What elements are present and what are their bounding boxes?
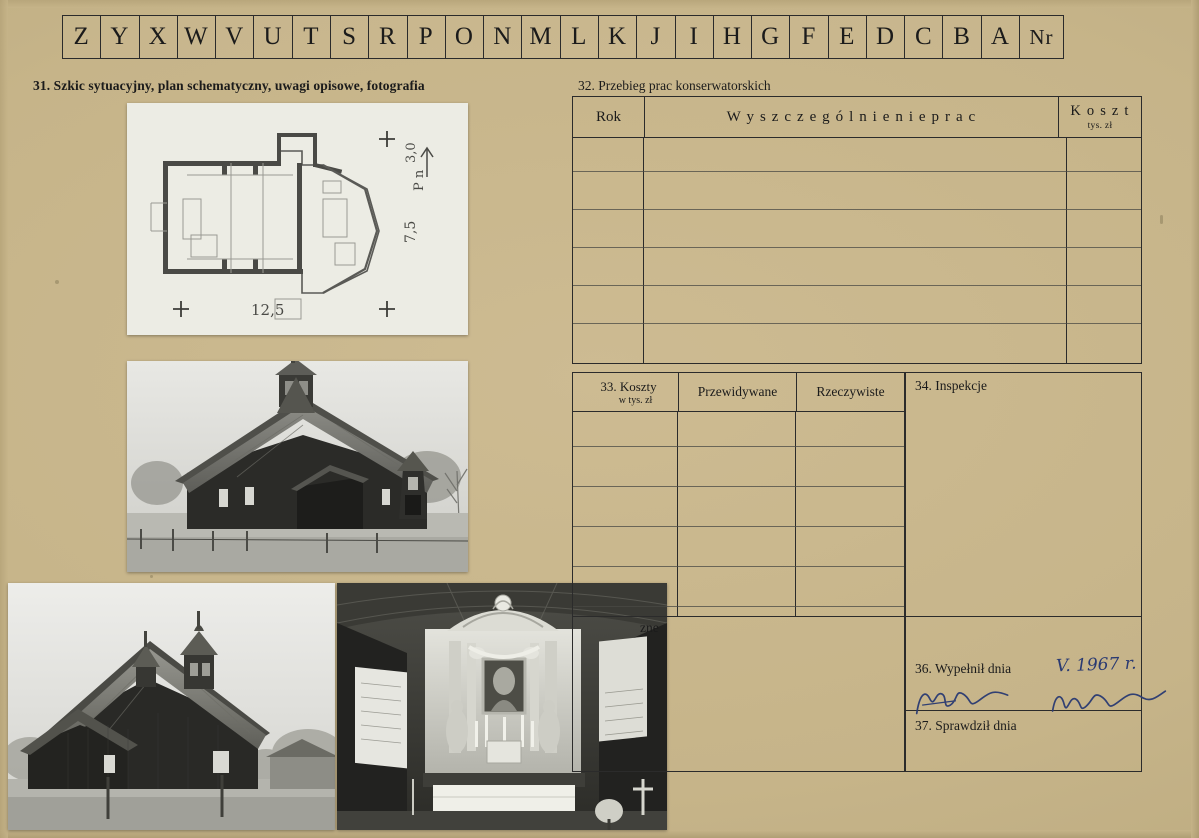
alpha-cell-E[interactable]: E — [829, 16, 867, 58]
alpha-cell-I[interactable]: I — [676, 16, 714, 58]
section-34-title: Inspekcje — [935, 378, 987, 393]
column-header-rzeczywiste: Rzeczywiste — [816, 384, 885, 399]
section-36-title: Wypełnił dnia — [935, 661, 1012, 676]
section-32-heading — [578, 78, 771, 94]
section-33-divider-2 — [795, 412, 796, 617]
photo-exterior-view-1 — [127, 361, 468, 572]
alpha-cell-A[interactable]: A — [982, 16, 1020, 58]
section-33-table[interactable] — [572, 372, 905, 617]
section-36-number: 36. — [915, 661, 932, 676]
card-edge-top — [0, 0, 1199, 8]
alpha-cell-K[interactable]: K — [599, 16, 637, 58]
section-32-table-body[interactable] — [573, 138, 1141, 364]
alpha-cell-L[interactable]: L — [561, 16, 599, 58]
card-edge-bottom — [0, 830, 1199, 838]
card-edge-right — [1191, 0, 1199, 838]
paper-speck — [55, 280, 59, 284]
section-32-row-line — [573, 171, 1141, 172]
alpha-cell-N[interactable]: N — [484, 16, 522, 58]
alpha-cell-M[interactable]: M — [522, 16, 560, 58]
alpha-cell-X[interactable]: X — [140, 16, 178, 58]
section-35-box[interactable] — [572, 617, 905, 772]
section-35-title: zne — [640, 620, 659, 635]
section-36-heading — [915, 661, 1011, 677]
section-32-table[interactable] — [572, 96, 1142, 364]
column-header-koszt-unit: tys. zł — [1087, 121, 1113, 131]
section-34-number: 34. — [915, 378, 932, 393]
alpha-cell-U[interactable]: U — [254, 16, 292, 58]
alpha-cell-J[interactable]: J — [637, 16, 675, 58]
alpha-cell-Z[interactable]: Z — [63, 16, 101, 58]
section-37-number: 37. — [915, 718, 932, 733]
alpha-cell-G[interactable]: G — [752, 16, 790, 58]
section-31-number: 31. — [33, 78, 51, 93]
paper-speck — [150, 575, 153, 578]
section-32-row-line — [573, 247, 1141, 248]
section-33-heading — [573, 373, 679, 411]
section-33-number: 33. — [600, 378, 617, 394]
section-32-table-header — [573, 97, 1141, 138]
section-32-row-line — [573, 323, 1141, 324]
column-header-przewidywane: Przewidywane — [679, 373, 797, 411]
signature-mark — [911, 678, 1023, 720]
sketch-plan-drawing — [127, 103, 468, 335]
section-33-row-line — [573, 526, 904, 527]
alpha-cell-H[interactable]: H — [714, 16, 752, 58]
alpha-cell-R[interactable]: R — [369, 16, 407, 58]
section-33-row-line — [573, 566, 904, 567]
section-33-label — [600, 379, 656, 395]
paper-speck — [1160, 215, 1163, 224]
section-33-title: Koszty — [619, 378, 657, 394]
section-33-row-line — [573, 446, 904, 447]
card-edge-left — [0, 0, 8, 838]
alpha-cell-S[interactable]: S — [331, 16, 369, 58]
svg-text:P n: P n — [412, 169, 427, 191]
column-header-koszt-label: K o s z t — [1070, 103, 1130, 119]
column-header-wyszczegolnienie: W y s z c z e g ó l n i e n i e p r a c — [645, 97, 1059, 137]
section-33-table-body[interactable] — [573, 412, 904, 617]
section-32-row-line — [573, 285, 1141, 286]
alpha-cell-P[interactable]: P — [408, 16, 446, 58]
section-36-date-value: V. 1967 r. — [1055, 653, 1137, 677]
section-36-signature-left — [911, 678, 1023, 725]
section-33-unit: w tys. zł — [618, 394, 653, 406]
alpha-cell-V[interactable]: V — [216, 16, 254, 58]
alpha-cell-Y[interactable]: Y — [101, 16, 139, 58]
svg-text:12,5: 12,5 — [251, 301, 285, 319]
alpha-cell-T[interactable]: T — [293, 16, 331, 58]
alpha-cell-D[interactable]: D — [867, 16, 905, 58]
alphabet-index-strip[interactable] — [62, 15, 1064, 59]
exterior-photo-2-image — [8, 583, 335, 830]
column-header-rok: Rok — [573, 97, 645, 137]
column-header-koszt — [1059, 97, 1141, 137]
section-31-heading — [33, 78, 425, 94]
section-32-title: Przebieg prac konserwatorskich — [598, 78, 771, 93]
section-31-title: Szkic sytuacyjny, plan schematyczny, uwagi opisowe, fotografia — [53, 78, 425, 93]
alpha-cell-nr[interactable]: Nr — [1029, 24, 1054, 49]
section-33-divider-1 — [677, 412, 678, 617]
section-34-heading — [915, 378, 987, 394]
section-33-row-line — [573, 606, 904, 607]
section-33-table-header — [573, 373, 904, 412]
alpha-cell-B[interactable]: B — [943, 16, 981, 58]
svg-text:3,0: 3,0 — [404, 142, 419, 163]
section-34-box[interactable] — [905, 372, 1142, 617]
section-33-row-line — [573, 486, 904, 487]
section-32-row-line — [573, 209, 1141, 210]
photo-situational-sketch — [127, 103, 468, 335]
alpha-cell-W[interactable]: W — [178, 16, 216, 58]
alpha-cell-F[interactable]: F — [790, 16, 828, 58]
alpha-cell-C[interactable]: C — [905, 16, 943, 58]
section-37-title: Sprawdził dnia — [935, 718, 1017, 733]
alpha-cell-O[interactable]: O — [446, 16, 484, 58]
photo-exterior-view-2 — [8, 583, 335, 830]
section-32-number: 32. — [578, 78, 595, 93]
exterior-photo-1-image — [127, 361, 468, 572]
svg-text:7,5: 7,5 — [403, 220, 419, 243]
